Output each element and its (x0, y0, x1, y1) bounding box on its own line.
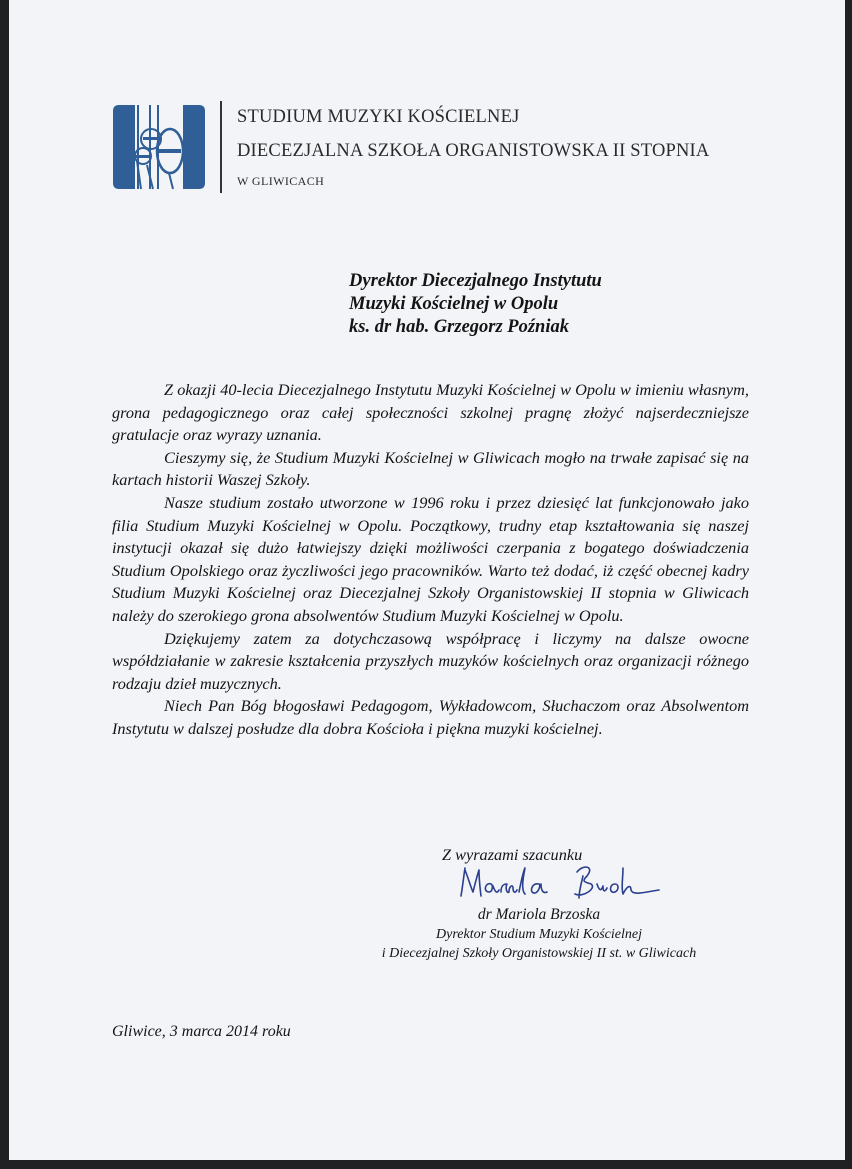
signer-block (339, 905, 739, 964)
addressee-block (349, 270, 602, 339)
signer-title: Dyrektor Studium Muzyki Kościelnej (436, 926, 642, 942)
body-paragraph: Nasze studium zostało utworzone w 1996 roku i przez dziesięć lat funkcjonowało jako filia Studium Muzyki Kościelnej w Opolu. Początkowy, trudny etap kształtowania się naszej instytucji okazał się dużo łatwiejszy dzięki możliwości czerpania z bogatego doświadczenia Studium Opolskiego oraz życzliwości jego pracowników. Warto też dodać, iż część obecnej kadry Studium Muzyki Kościelnej oraz Diecezjalnej Szkoły Organistowskiej II stopnia w Gliwicach należy do szerokiego grona absolwentów Studium Muzyki Kościelnej w Opolu. (112, 492, 749, 625)
letter-page (9, 0, 845, 1160)
institution-name: STUDIUM MUZYKI KOŚCIELNEJ (237, 107, 520, 127)
handwritten-signature-icon (455, 862, 665, 904)
letter-body (112, 379, 749, 741)
organ-pipes-logo-icon (113, 101, 205, 193)
addressee-name: ks. dr hab. Grzegorz Poźniak (349, 317, 569, 337)
addressee-line: Muzyki Kościelnej w Opolu (349, 294, 559, 314)
institution-location: W GLIWICACH (237, 174, 325, 188)
addressee-line: Dyrektor Diecezjalnego Instytutu (349, 271, 602, 291)
place-and-date: Gliwice, 3 marca 2014 roku (112, 1023, 291, 1040)
signer-name: dr Mariola Brzoska (477, 906, 601, 923)
closing-salutation: Z wyrazami szacunku (442, 845, 583, 864)
signer-title: i Diecezjalnej Szkoły Organistowskiej II st. w Gliwicach (381, 946, 697, 961)
body-paragraph: Cieszymy się, że Studium Muzyki Kościelnej w Gliwicach mogło na trwałe zapisać się na kartach historii Waszej Szkoły. (112, 447, 749, 490)
body-paragraph: Z okazji 40-lecia Diecezjalnego Instytutu Muzyki Kościelnej w Opolu w imieniu własnym, grona pedagogicznego oraz całej społeczności szkolnej pragnę złożyć najserdeczniejsze gratulacje oraz wyrazy uznania. (112, 380, 749, 445)
body-paragraph: Dziękujemy zatem za dotychczasową współpracę i liczymy na dalsze owocne współdziałanie w zakresie kształcenia przyszłych muzyków kościelnych oraz organizacji różnego rodzaju dzieł muzycznych. (112, 628, 749, 693)
letterhead-divider (220, 101, 222, 193)
school-name: DIECEZJALNA SZKOŁA ORGANISTOWSKA II STOPNIA (237, 141, 710, 161)
body-paragraph: Niech Pan Bóg błogosławi Pedagogom, Wykładowcom, Słuchaczom oraz Absolwentom Instytutu w dalszej posłudze dla dobra Kościoła i piękna muzyki kościelnej. (112, 696, 749, 738)
letterhead (113, 101, 773, 196)
